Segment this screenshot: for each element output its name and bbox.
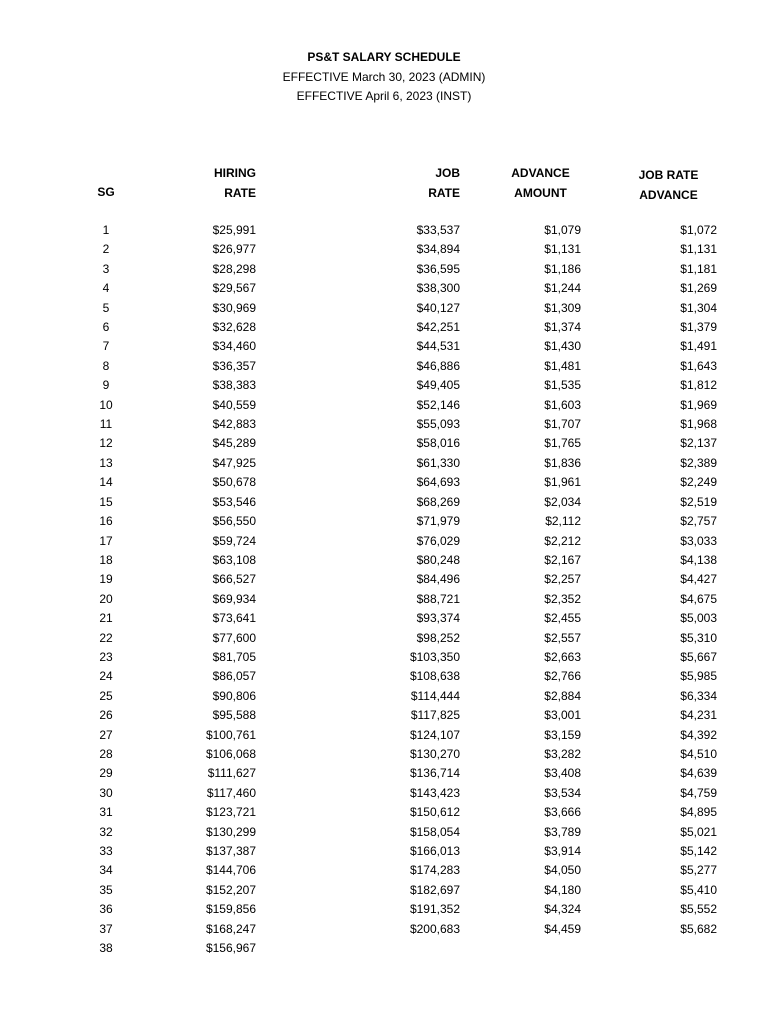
cell-hiring-rate: $50,678 [212,475,256,490]
cell-job-rate-advance: $2,249 [680,475,717,490]
cell-advance-amount: $1,186 [544,261,581,276]
table-row [0,570,768,589]
document-title: PS&T SALARY SCHEDULE [307,50,461,64]
cell-hiring-rate: $36,357 [212,358,256,373]
cell-job-rate-advance: $6,334 [680,688,717,703]
cell-salary-grade: 35 [99,882,113,897]
cell-job-rate: $76,029 [416,533,460,548]
cell-job-rate-advance: $5,277 [680,863,717,878]
cell-job-rate-advance: $5,021 [680,824,717,839]
cell-salary-grade: 10 [99,397,113,412]
cell-job-rate: $61,330 [416,455,460,470]
cell-hiring-rate: $137,387 [205,844,256,858]
column-header-advance-amount: ADVANCE AMOUNT [511,166,570,200]
cell-job-rate-advance: $5,310 [680,630,717,645]
cell-hiring-rate: $168,247 [205,921,256,936]
cell-salary-grade: 11 [99,417,113,432]
cell-hiring-rate: $47,925 [212,455,256,470]
cell-advance-amount: $2,257 [544,572,581,587]
cell-salary-grade: 14 [99,475,113,490]
cell-advance-amount: $2,352 [544,591,581,606]
table-row [0,260,768,279]
cell-job-rate-advance: $4,392 [680,727,717,742]
table-row [0,881,768,900]
cell-job-rate-advance: $2,757 [680,514,717,529]
table-row [0,240,768,259]
cell-job-rate-advance: $1,379 [680,320,717,335]
cell-hiring-rate: $56,550 [212,514,256,529]
cell-salary-grade: 2 [102,242,110,257]
cell-advance-amount: $3,789 [544,824,581,839]
cell-hiring-rate: $159,856 [205,902,256,917]
cell-job-rate: $98,252 [416,630,460,645]
cell-advance-amount: $4,180 [544,882,581,897]
cell-advance-amount: $4,324 [544,902,581,917]
cell-job-rate: $84,496 [416,572,460,587]
cell-job-rate-advance: $1,304 [680,300,717,315]
cell-hiring-rate: $95,588 [212,708,256,723]
cell-job-rate: $40,127 [416,300,460,315]
cell-hiring-rate: $73,641 [212,611,256,626]
cell-advance-amount: $2,212 [544,533,581,548]
cell-job-rate: $143,423 [409,785,460,800]
cell-salary-grade: 31 [99,805,113,820]
cell-job-rate: $71,979 [416,514,460,529]
cell-job-rate: $136,714 [409,766,460,781]
cell-salary-grade: 24 [99,669,113,684]
cell-salary-grade: 18 [99,552,113,567]
cell-job-rate-advance: $1,969 [680,397,717,412]
cell-job-rate-advance: $1,181 [680,261,717,276]
cell-salary-grade: 7 [102,339,110,354]
cell-job-rate: $52,146 [416,397,460,412]
cell-advance-amount: $2,034 [544,494,581,509]
cell-advance-amount: $2,663 [544,649,581,664]
cell-job-rate: $34,894 [416,242,460,257]
cell-job-rate: $68,269 [416,494,460,509]
cell-hiring-rate: $53,546 [212,494,256,509]
cell-advance-amount: $1,481 [544,358,581,373]
cell-hiring-rate: $117,460 [206,785,256,800]
cell-hiring-rate: $77,600 [212,630,256,645]
cell-job-rate-advance: $1,072 [680,223,717,237]
table-row [0,279,768,298]
cell-salary-grade: 8 [102,358,110,373]
cell-hiring-rate: $38,383 [212,378,256,393]
table-row [0,318,768,337]
cell-hiring-rate: $25,991 [212,223,256,237]
cell-job-rate: $38,300 [416,281,460,296]
cell-salary-grade: 30 [99,785,113,800]
cell-job-rate: $58,016 [416,436,460,451]
table-row [0,221,768,240]
table-row [0,629,768,648]
cell-hiring-rate: $29,567 [212,281,256,296]
cell-job-rate-advance: $2,137 [680,436,717,451]
cell-advance-amount: $1,131 [544,242,581,257]
table-row [0,454,768,473]
cell-job-rate: $64,693 [416,475,460,490]
cell-advance-amount: $4,459 [544,921,581,936]
cell-salary-grade: 12 [99,436,113,451]
cell-advance-amount: $1,244 [544,281,581,296]
column-header-hiring-rate: HIRING RATE [214,166,256,200]
cell-salary-grade: 5 [102,300,110,315]
cell-salary-grade: 4 [102,281,110,296]
cell-advance-amount: $2,884 [544,688,581,703]
cell-hiring-rate: $152,207 [205,882,256,897]
cell-advance-amount: $2,766 [544,669,581,684]
table-row [0,726,768,745]
cell-job-rate: $158,054 [409,824,460,839]
column-header-sg: SG [97,185,115,199]
cell-job-rate: $49,405 [416,378,460,393]
cell-salary-grade: 34 [99,863,113,878]
table-row [0,590,768,609]
cell-hiring-rate: $30,969 [212,300,256,315]
table-row [0,648,768,667]
cell-job-rate: $200,683 [409,921,460,936]
cell-job-rate-advance: $5,142 [680,844,717,858]
table-row [0,396,768,415]
column-header-job-rate-advance: JOB RATE ADVANCE [638,168,699,202]
cell-salary-grade: 16 [99,514,113,529]
cell-job-rate-advance: $5,003 [680,611,717,626]
cell-hiring-rate: $28,298 [212,261,256,276]
table-row [0,415,768,434]
table-row [0,532,768,551]
cell-salary-grade: 20 [99,591,113,606]
table-row [0,473,768,492]
cell-job-rate-advance: $5,410 [680,882,717,897]
cell-advance-amount: $1,309 [544,300,581,315]
table-row [0,434,768,453]
table-row [0,745,768,764]
cell-hiring-rate: $45,289 [212,436,256,451]
cell-job-rate-advance: $5,682 [680,921,717,936]
table-row [0,512,768,531]
cell-job-rate: $42,251 [416,320,460,335]
cell-job-rate: $124,107 [409,727,460,742]
cell-advance-amount: $1,836 [544,455,581,470]
cell-job-rate-advance: $4,510 [680,746,717,761]
cell-hiring-rate: $106,068 [205,746,256,761]
table-row [0,609,768,628]
cell-job-rate-advance: $4,639 [680,766,717,781]
cell-salary-grade: 29 [99,766,113,781]
effective-date-admin: EFFECTIVE March 30, 2023 (ADMIN) [282,69,486,84]
table-row [0,764,768,783]
document-header [0,48,768,107]
cell-job-rate: $36,595 [416,261,460,276]
cell-salary-grade: 19 [99,572,113,587]
table-row [0,687,768,706]
cell-hiring-rate: $63,108 [212,552,256,567]
cell-hiring-rate: $111,627 [207,766,256,781]
cell-salary-grade: 33 [99,844,113,858]
cell-salary-grade: 32 [99,824,113,839]
effective-date-inst: EFFECTIVE April 6, 2023 (INST) [296,89,472,103]
cell-job-rate: $55,093 [416,417,460,432]
cell-job-rate: $103,350 [409,649,460,664]
cell-hiring-rate: $81,705 [212,649,256,664]
cell-salary-grade: 23 [99,649,113,664]
cell-job-rate: $166,013 [409,844,460,858]
cell-job-rate: $88,721 [416,591,460,606]
cell-salary-grade: 21 [99,611,113,626]
cell-salary-grade: 13 [99,455,113,470]
cell-salary-grade: 38 [99,941,113,956]
cell-job-rate: $191,352 [409,902,460,917]
cell-job-rate-advance: $5,552 [680,902,717,917]
table-row [0,842,768,861]
cell-job-rate: $130,270 [409,746,460,761]
cell-job-rate-advance: $2,389 [680,455,717,470]
cell-job-rate-advance: $1,491 [680,339,717,354]
cell-hiring-rate: $69,934 [212,591,256,606]
cell-hiring-rate: $156,967 [205,941,256,956]
cell-salary-grade: 15 [99,494,113,509]
column-header-job-rate: JOB RATE [428,166,460,200]
cell-advance-amount: $1,535 [544,378,581,393]
cell-hiring-rate: $86,057 [212,669,256,684]
table-row [0,667,768,686]
cell-advance-amount: $3,914 [544,844,581,858]
cell-job-rate-advance: $2,519 [680,494,717,509]
table-row [0,706,768,725]
cell-advance-amount: $1,079 [544,223,581,237]
table-row [0,376,768,395]
table-row [0,861,768,880]
cell-job-rate-advance: $4,138 [680,552,717,567]
cell-job-rate: $117,825 [410,708,460,723]
cell-salary-grade: 36 [99,902,113,917]
cell-advance-amount: $3,001 [544,708,581,723]
cell-job-rate-advance: $3,033 [680,533,717,548]
table-row [0,784,768,803]
cell-salary-grade: 6 [102,320,110,335]
cell-advance-amount: $3,666 [544,805,581,820]
cell-hiring-rate: $42,883 [212,417,256,432]
cell-advance-amount: $3,282 [544,746,581,761]
cell-job-rate: $150,612 [409,805,460,820]
cell-hiring-rate: $66,527 [212,572,256,587]
table-row [0,299,768,318]
cell-advance-amount: $1,707 [544,417,581,432]
table-row [0,939,768,958]
cell-job-rate-advance: $4,895 [680,805,717,820]
cell-hiring-rate: $100,761 [205,727,256,742]
cell-advance-amount: $1,765 [544,436,581,451]
table-row [0,493,768,512]
cell-advance-amount: $3,408 [544,766,581,781]
cell-job-rate: $182,697 [409,882,460,897]
cell-salary-grade: 27 [99,727,113,742]
cell-hiring-rate: $40,559 [212,397,256,412]
cell-advance-amount: $1,603 [544,397,581,412]
cell-advance-amount: $1,961 [544,475,581,490]
cell-salary-grade: 25 [99,688,113,703]
cell-hiring-rate: $26,977 [212,242,256,257]
cell-job-rate-advance: $4,759 [680,785,717,800]
cell-salary-grade: 9 [102,378,110,393]
cell-job-rate-advance: $4,427 [680,572,717,587]
cell-advance-amount: $2,557 [544,630,581,645]
cell-job-rate-advance: $1,812 [680,378,717,393]
cell-job-rate: $33,537 [416,223,460,237]
cell-job-rate-advance: $1,269 [680,281,717,296]
cell-job-rate-advance: $4,231 [680,708,717,723]
cell-hiring-rate: $59,724 [212,533,256,548]
table-row [0,337,768,356]
table-row [0,357,768,376]
cell-salary-grade: 28 [99,746,113,761]
cell-advance-amount: $3,159 [544,727,581,742]
cell-job-rate-advance: $1,968 [680,417,717,432]
cell-job-rate: $93,374 [416,611,460,626]
cell-hiring-rate: $130,299 [205,824,256,839]
cell-salary-grade: 22 [99,630,113,645]
table-row [0,920,768,939]
cell-hiring-rate: $32,628 [212,320,256,335]
cell-job-rate-advance: $1,131 [680,242,717,257]
cell-job-rate: $108,638 [409,669,460,684]
cell-hiring-rate: $144,706 [205,863,256,878]
table-row [0,803,768,822]
cell-advance-amount: $1,374 [544,320,581,335]
cell-hiring-rate: $123,721 [205,805,256,820]
cell-salary-grade: 37 [99,921,113,936]
cell-salary-grade: 17 [99,533,113,548]
cell-salary-grade: 3 [102,261,110,276]
cell-advance-amount: $3,534 [544,785,581,800]
cell-advance-amount: $1,430 [544,339,581,354]
cell-job-rate-advance: $1,643 [680,358,717,373]
table-row [0,823,768,842]
table-row [0,900,768,919]
cell-advance-amount: $2,455 [544,611,581,626]
cell-job-rate: $174,283 [409,863,460,878]
cell-job-rate: $44,531 [416,339,460,354]
cell-advance-amount: $4,050 [544,863,581,878]
cell-hiring-rate: $34,460 [212,339,256,354]
cell-job-rate: $80,248 [416,552,460,567]
cell-hiring-rate: $90,806 [212,688,256,703]
cell-job-rate: $46,886 [416,358,460,373]
cell-job-rate-advance: $5,985 [680,669,717,684]
cell-job-rate-advance: $5,667 [680,649,717,664]
cell-job-rate: $114,444 [410,688,460,703]
cell-salary-grade: 26 [99,708,113,723]
cell-salary-grade: 1 [102,223,110,237]
cell-advance-amount: $2,167 [544,552,581,567]
salary-table-body [0,221,768,958]
cell-job-rate-advance: $4,675 [680,591,717,606]
cell-advance-amount: $2,112 [545,514,581,529]
table-row [0,551,768,570]
